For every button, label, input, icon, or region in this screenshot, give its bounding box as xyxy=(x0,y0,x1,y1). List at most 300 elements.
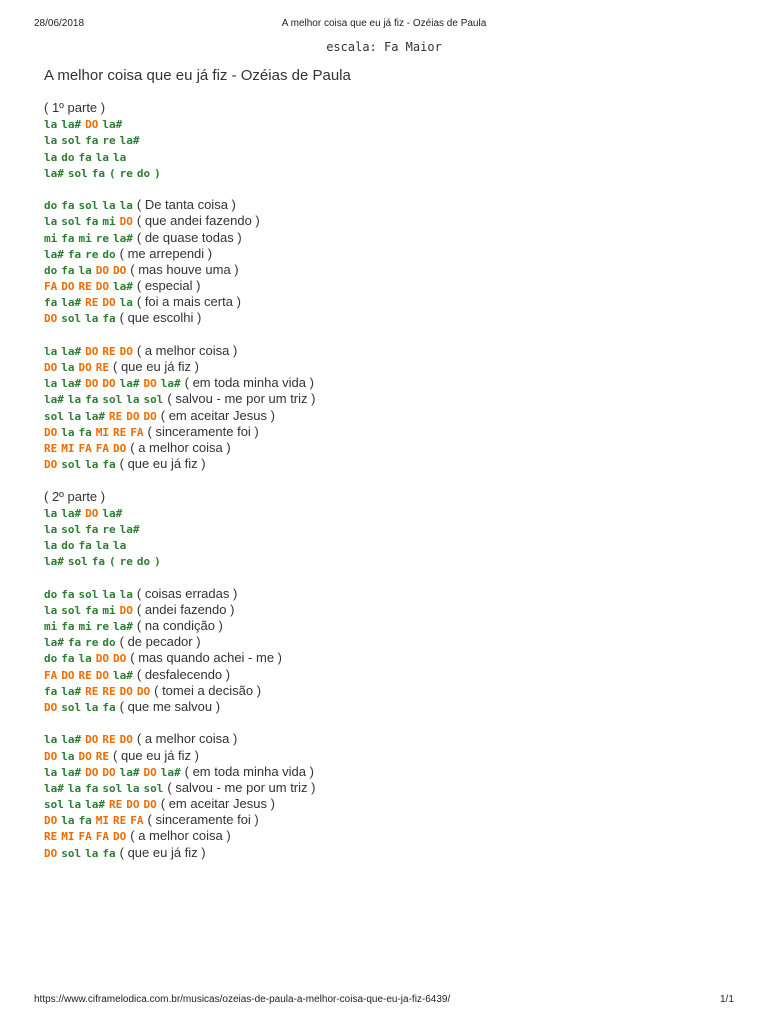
song-line xyxy=(44,294,744,310)
note: re xyxy=(102,134,116,148)
note-sequence xyxy=(44,248,120,261)
note: DO xyxy=(95,263,109,277)
note: DO xyxy=(143,409,157,423)
note: DO xyxy=(143,798,157,812)
note: la xyxy=(102,199,116,213)
song-line xyxy=(44,230,744,246)
print-date: 28/06/2018 xyxy=(34,18,85,29)
note: fa xyxy=(85,393,99,407)
lyric-text: ( que eu já fiz ) xyxy=(113,747,199,763)
note: sol xyxy=(61,700,82,714)
note: DO xyxy=(44,312,58,326)
note: DO xyxy=(44,814,58,828)
note: la xyxy=(44,215,58,229)
note: mi xyxy=(102,215,116,229)
lyric-text: ( na condição ) xyxy=(136,618,223,633)
note-sequence xyxy=(44,701,120,714)
note: do xyxy=(61,539,75,553)
note: RE xyxy=(113,814,127,828)
lyric-text: ( que eu já fiz ) xyxy=(119,844,206,860)
note: fa xyxy=(61,263,75,277)
note: FA xyxy=(44,280,58,294)
song-line xyxy=(44,731,744,747)
note: sol xyxy=(143,781,164,795)
lyric-text: ( coisas erradas ) xyxy=(136,585,238,601)
note-sequence xyxy=(44,410,161,423)
note: la xyxy=(95,539,109,553)
lyric-text: ( em aceitar Jesus ) xyxy=(160,407,275,423)
note: fa xyxy=(85,215,99,229)
note: DO xyxy=(85,344,99,358)
note: la# xyxy=(61,684,82,698)
scale-label: escala: Fa Maior xyxy=(326,40,442,54)
note: ) xyxy=(154,555,161,569)
note: DO xyxy=(78,749,92,763)
note: re xyxy=(119,555,133,569)
note: la xyxy=(44,603,58,617)
note: la# xyxy=(102,118,123,132)
lyric-text: ( me arrependi ) xyxy=(119,245,213,261)
song-line xyxy=(44,132,744,148)
lyric-text: ( mas houve uma ) xyxy=(130,261,239,277)
lyric-text: ( a melhor coisa ) xyxy=(130,439,231,455)
note: la xyxy=(67,409,82,423)
lyric-text: ( mas quando achei - me ) xyxy=(130,650,282,666)
song-line xyxy=(44,699,744,715)
note: la# xyxy=(119,377,140,391)
lyric-text: ( salvou - me por um triz ) xyxy=(167,391,316,407)
lyric-text: ( foi a mais certa ) xyxy=(136,294,241,310)
line-gap xyxy=(44,472,744,488)
note: DO xyxy=(113,441,127,455)
note: RE xyxy=(109,798,123,812)
note: la xyxy=(78,263,92,277)
song-line xyxy=(44,246,744,262)
note: do xyxy=(44,652,58,666)
note: DO xyxy=(44,700,58,714)
note: la# xyxy=(119,134,140,148)
note: sol xyxy=(102,781,123,795)
note: la xyxy=(119,296,133,310)
note: sol xyxy=(143,393,164,407)
note: DO xyxy=(61,280,75,294)
song-line xyxy=(44,602,744,618)
note: RE xyxy=(78,668,92,682)
lyric-text: ( que eu já fiz ) xyxy=(113,359,199,374)
note: sol xyxy=(61,312,82,326)
note: fa xyxy=(78,150,92,164)
song-title: A melhor coisa que eu já fiz - Ozéias de Paula xyxy=(44,67,351,84)
note: la xyxy=(85,700,99,714)
note: sol xyxy=(67,166,88,180)
note: RE xyxy=(85,684,99,698)
note-sequence xyxy=(44,766,185,779)
line-gap xyxy=(44,181,744,197)
note-sequence xyxy=(44,588,137,601)
note: do xyxy=(44,199,58,213)
note-sequence xyxy=(44,652,130,665)
note: la# xyxy=(113,280,133,294)
note: la# xyxy=(61,344,82,358)
note: la xyxy=(95,150,109,164)
note: la xyxy=(78,652,92,666)
note: la xyxy=(44,134,58,148)
note: sol xyxy=(61,134,82,148)
note: RE xyxy=(113,425,127,439)
note: la xyxy=(44,377,58,391)
song-line xyxy=(44,343,744,359)
note-sequence xyxy=(44,426,148,439)
note: FA xyxy=(95,830,109,844)
note: DO xyxy=(126,798,140,812)
song-line xyxy=(44,683,744,699)
note: do xyxy=(136,166,151,180)
note: DO xyxy=(61,668,75,682)
note: RE xyxy=(102,733,116,747)
note: do xyxy=(136,555,151,569)
note: sol xyxy=(78,587,99,601)
note: la# xyxy=(44,636,64,650)
note-sequence xyxy=(44,782,167,795)
song-line xyxy=(44,586,744,602)
note: FA xyxy=(95,441,109,455)
lyric-text: ( em aceitar Jesus ) xyxy=(160,796,275,812)
part-heading-text: ( 2º parte ) xyxy=(44,488,106,504)
song-line xyxy=(44,456,744,472)
lyric-text: ( andei fazendo ) xyxy=(136,601,235,617)
note: DO xyxy=(44,458,58,472)
note: DO xyxy=(95,668,109,682)
song-line xyxy=(44,424,744,440)
note: fa xyxy=(85,603,99,617)
note: la# xyxy=(61,765,82,779)
note: MI xyxy=(95,425,109,439)
lyric-text: ( a melhor coisa ) xyxy=(130,828,231,844)
note: sol xyxy=(44,409,64,423)
note: sol xyxy=(61,603,82,617)
note: la xyxy=(44,765,58,779)
note: fa xyxy=(61,231,75,245)
note: la xyxy=(113,539,127,553)
note-sequence xyxy=(44,830,130,843)
note: la xyxy=(113,150,127,164)
note-sequence xyxy=(44,118,126,131)
note-sequence xyxy=(44,798,161,811)
note: sol xyxy=(61,522,82,536)
lyric-text: ( a melhor coisa ) xyxy=(136,342,238,358)
note: fa xyxy=(85,134,99,148)
note: la xyxy=(67,781,82,795)
note-sequence xyxy=(44,458,120,471)
part-heading xyxy=(44,100,744,116)
note: DO xyxy=(85,118,99,132)
note: DO xyxy=(44,749,58,763)
note: re xyxy=(85,247,99,261)
note: re xyxy=(95,620,109,633)
note: DO xyxy=(44,425,58,439)
song-line xyxy=(44,165,744,181)
lyric-text: ( salvou - me por um triz ) xyxy=(167,779,316,795)
note: RE xyxy=(102,344,116,358)
song-line xyxy=(44,650,744,666)
song-line xyxy=(44,618,744,634)
note: ( xyxy=(109,555,116,569)
note: MI xyxy=(61,830,75,844)
lyric-text: ( que me salvou ) xyxy=(119,698,221,714)
note: la# xyxy=(113,668,133,682)
note: la xyxy=(61,361,75,374)
note: fa xyxy=(85,781,99,795)
lyric-text: ( em toda minha vida ) xyxy=(184,375,314,391)
note: DO xyxy=(85,765,99,779)
note: fa xyxy=(91,166,105,180)
note: fa xyxy=(67,636,82,650)
note: la# xyxy=(61,506,82,520)
note: sol xyxy=(44,798,64,812)
note: la xyxy=(44,344,58,358)
note: sol xyxy=(61,458,82,472)
note: DO xyxy=(44,846,58,860)
note-sequence xyxy=(44,361,113,374)
note: la# xyxy=(102,506,123,520)
note: fa xyxy=(91,555,105,569)
song-line xyxy=(44,213,744,229)
note: sol xyxy=(102,393,123,407)
note: RE xyxy=(44,441,58,455)
note-sequence xyxy=(44,215,137,228)
note: fa xyxy=(44,296,58,310)
note: DO xyxy=(85,733,99,747)
song-line xyxy=(44,262,744,278)
note: la xyxy=(85,846,99,860)
note: DO xyxy=(143,377,157,391)
note: la# xyxy=(113,620,133,633)
lyric-text: ( especial ) xyxy=(136,278,201,294)
note: fa xyxy=(44,684,58,698)
note: mi xyxy=(78,620,92,633)
note: la xyxy=(44,118,58,132)
lyric-text: ( a melhor coisa ) xyxy=(136,731,238,747)
song-line xyxy=(44,359,744,375)
note: la# xyxy=(85,409,105,423)
song-line xyxy=(44,812,744,828)
note: sol xyxy=(67,555,88,569)
note: la# xyxy=(160,765,181,779)
song-line xyxy=(44,553,744,569)
note: DO xyxy=(95,280,109,294)
note-sequence xyxy=(44,151,130,164)
note: la# xyxy=(44,166,64,180)
note-sequence xyxy=(44,442,130,455)
song-line xyxy=(44,845,744,861)
note: sol xyxy=(61,846,82,860)
note: DO xyxy=(113,263,127,277)
note: fa xyxy=(78,539,92,553)
note: re xyxy=(95,231,109,245)
note-sequence xyxy=(44,847,120,860)
note: DO xyxy=(143,765,157,779)
note-sequence xyxy=(44,604,137,617)
lyric-text: ( em toda minha vida ) xyxy=(184,763,314,779)
lyric-text: ( que andei fazendo ) xyxy=(136,213,260,229)
note: fa xyxy=(78,814,92,828)
part-heading-text: ( 1º parte ) xyxy=(44,100,106,115)
note: la xyxy=(44,506,58,520)
line-gap xyxy=(44,715,744,731)
note: mi xyxy=(44,620,58,633)
note: MI xyxy=(61,441,75,455)
song-line xyxy=(44,667,744,683)
note-sequence xyxy=(44,134,144,147)
note: DO xyxy=(102,377,116,391)
note: RE xyxy=(85,296,99,310)
note: la xyxy=(85,312,99,326)
note: FA xyxy=(78,830,92,844)
note: DO xyxy=(119,215,133,229)
line-gap xyxy=(44,327,744,343)
note-sequence xyxy=(44,280,137,293)
note: la xyxy=(44,539,58,553)
note: DO xyxy=(44,361,58,374)
lyric-text: ( de pecador ) xyxy=(119,634,201,650)
lyric-text: ( desfalecendo ) xyxy=(136,666,231,682)
song-line xyxy=(44,537,744,553)
note: RE xyxy=(95,361,109,374)
note-sequence xyxy=(44,555,165,568)
note-sequence xyxy=(44,733,137,746)
note: RE xyxy=(95,749,109,763)
note: la xyxy=(61,814,75,828)
song-line xyxy=(44,278,744,294)
note: la# xyxy=(61,377,82,391)
note: ( xyxy=(109,166,116,180)
note-sequence xyxy=(44,814,148,827)
note: RE xyxy=(102,684,116,698)
note: re xyxy=(85,636,99,650)
note: fa xyxy=(102,312,116,326)
note: do xyxy=(44,587,58,601)
lyric-text: ( que eu já fiz ) xyxy=(119,456,206,472)
song-line xyxy=(44,505,744,521)
song-line xyxy=(44,440,744,456)
note: FA xyxy=(130,814,144,828)
note: la xyxy=(44,733,58,747)
note: DO xyxy=(119,344,133,358)
note: FA xyxy=(44,668,58,682)
note: sol xyxy=(61,215,82,229)
note: la# xyxy=(85,798,105,812)
note: la# xyxy=(119,765,140,779)
note: fa xyxy=(61,199,75,213)
note: fa xyxy=(102,700,116,714)
song-line xyxy=(44,391,744,407)
lyric-text: ( de quase todas ) xyxy=(136,229,242,245)
lyric-text: ( De tanta coisa ) xyxy=(136,197,236,213)
note: la xyxy=(61,425,75,439)
song-line xyxy=(44,748,744,764)
note: RE xyxy=(78,280,92,294)
note: la xyxy=(44,522,58,536)
note-sequence xyxy=(44,636,120,649)
note: la xyxy=(102,587,116,601)
part-heading xyxy=(44,489,744,505)
note: fa xyxy=(102,846,116,860)
note: la xyxy=(119,199,133,213)
note: DO xyxy=(95,652,109,666)
note-sequence xyxy=(44,296,137,309)
song-body xyxy=(44,100,744,861)
note: MI xyxy=(95,814,109,828)
note-sequence xyxy=(44,620,137,633)
song-line xyxy=(44,764,744,780)
note: sol xyxy=(78,199,99,213)
note-sequence xyxy=(44,199,137,212)
note: FA xyxy=(130,425,144,439)
note: do xyxy=(44,263,58,277)
note-sequence xyxy=(44,750,113,763)
note: la# xyxy=(44,555,64,569)
note: la# xyxy=(44,781,64,795)
lyric-text: ( sinceramente foi ) xyxy=(147,423,259,439)
note: fa xyxy=(102,458,116,472)
note: fa xyxy=(61,620,75,633)
song-line xyxy=(44,149,744,165)
note-sequence xyxy=(44,507,126,520)
note: DO xyxy=(85,377,99,391)
note-sequence xyxy=(44,345,137,358)
note: do xyxy=(61,150,75,164)
note-sequence xyxy=(44,523,144,536)
note: la# xyxy=(113,231,133,245)
note: fa xyxy=(85,522,99,536)
song-line xyxy=(44,634,744,650)
note: la xyxy=(67,393,82,407)
lyric-text: ( que escolhi ) xyxy=(119,310,202,326)
note: ) xyxy=(154,166,161,180)
line-gap xyxy=(44,569,744,585)
note: DO xyxy=(119,603,133,617)
note: fa xyxy=(61,652,75,666)
lyric-text: ( tomei a decisão ) xyxy=(154,682,262,698)
note: la xyxy=(67,798,82,812)
note: DO xyxy=(119,684,133,698)
note-sequence xyxy=(44,669,137,682)
footer-url: https://www.ciframelodica.com.br/musicas/ozeias-de-paula-a-melhor-coisa-que-eu-ja-fiz-6439/ xyxy=(34,994,451,1005)
note: DO xyxy=(102,765,116,779)
note: la xyxy=(119,587,133,601)
note-sequence xyxy=(44,685,154,698)
note-sequence xyxy=(44,393,167,406)
note-sequence xyxy=(44,377,185,390)
song-line xyxy=(44,521,744,537)
note: la xyxy=(44,150,58,164)
note: DO xyxy=(126,409,140,423)
note: la# xyxy=(44,247,64,261)
note-sequence xyxy=(44,167,165,180)
note: DO xyxy=(119,733,133,747)
note: do xyxy=(102,636,116,650)
note: la# xyxy=(44,393,64,407)
note: DO xyxy=(85,506,99,520)
song-line xyxy=(44,780,744,796)
note: FA xyxy=(78,441,92,455)
song-line xyxy=(44,828,744,844)
song-line xyxy=(44,375,744,391)
lyric-text: ( sinceramente foi ) xyxy=(147,812,259,828)
song-line xyxy=(44,310,744,326)
note: la# xyxy=(160,377,181,391)
note: fa xyxy=(61,587,75,601)
